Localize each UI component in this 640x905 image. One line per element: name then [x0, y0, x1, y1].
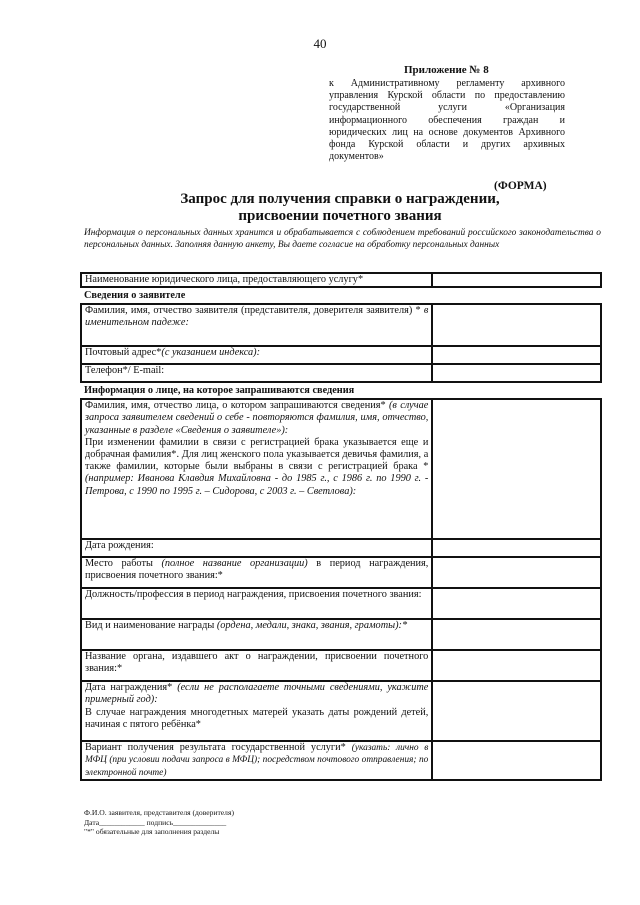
table-row [81, 650, 601, 681]
issuer-label: Название органа, издавшего акт о награждении, присвоении почетного звания:* [81, 650, 432, 681]
signature-footer [84, 808, 234, 837]
award-type-label: Вид и наименование награды (ордена, медали, знака, звания, грамоты):* [81, 619, 432, 650]
appendix-text: к Административному регламенту архивного управления Курской области по предоставлению государственной услуги «Организация информационного обеспечения граждан и юридических лиц на основе документов Архивного фонда Курской области и других архивных документов» [329, 78, 565, 163]
appendix-title: Приложение № 8 [404, 64, 489, 76]
postal-address-label: Почтовый адрес*(с указанием индекса): [81, 346, 432, 364]
phone-email-field[interactable] [432, 364, 601, 382]
award-type-field[interactable] [432, 619, 601, 650]
applicant-section-heading [81, 287, 601, 304]
position-field[interactable] [432, 588, 601, 619]
person-section-heading [81, 382, 601, 399]
applicant-name-label: Фамилия, имя, отчество заявителя (представителя, доверителя заявителя) * в именительном падеже: [81, 304, 432, 346]
workplace-field[interactable] [432, 557, 601, 588]
table-row [81, 588, 601, 619]
applicant-section-title: Сведения о заявителе [84, 290, 186, 302]
table-row [81, 364, 601, 382]
request-form-table [80, 272, 602, 781]
position-label: Должность/профессия в период награждения, присвоения почетного звания: [81, 588, 432, 619]
delivery-method-label: Вариант получения результата государственной услуги* (указать: лично в МФЦ (при условии подачи запроса в МФЦ); посредством почтового отправления; по электронной почте) [81, 741, 432, 780]
table-row [81, 273, 601, 287]
footer-date-signature-line: Дата____________ подпись______________ [84, 817, 227, 827]
page-number: 40 [313, 36, 327, 51]
person-name-label: Фамилия, имя, отчество лица, о котором запрашиваются сведения* (в случае запроса заявителем сведений о себе - повторяются фамилия, имя, отчество, указанные в разделе «Сведения о заявителе»): При изменении фамилии в связи с регистрацией брака указывается еще и добрачная фамилия*. Для лиц женского пола указывается девичья фамилия, а также фамилии, которые были выбраны в связи с регистрацией брака *(например: Иванова Клавдия Михайловна - до 1985 г., с 1986 г. по 1990 г. - Петрова, с 1990 по 1995 г. – Сидорова, с 2003 г. – Светлова): [81, 399, 432, 539]
form-title-line-1: Запрос для получения справки о награждении, [180, 191, 500, 207]
form-title [170, 191, 510, 225]
delivery-method-field[interactable] [432, 741, 601, 780]
legal-entity-field[interactable] [432, 273, 601, 287]
form-title-line-2: присвоении почетного звания [238, 208, 442, 224]
award-date-label: Дата награждения* (если не располагаете точными сведениями, укажите примерный год): В случае награждения многодетных матерей указать даты рождений детей, начиная с пятого ребёнка* [81, 681, 432, 741]
table-row [81, 681, 601, 741]
table-row [81, 304, 601, 346]
postal-address-field[interactable] [432, 346, 601, 364]
table-row [81, 346, 601, 364]
table-row [81, 539, 601, 557]
issuer-field[interactable] [432, 650, 601, 681]
birth-date-field[interactable] [432, 539, 601, 557]
footer-name-line: Ф.И.О. заявителя, представителя (доверителя) [84, 808, 234, 817]
person-section-title: Информация о лице, на которое запрашиваются сведения [84, 385, 355, 397]
birth-date-label: Дата рождения: [81, 539, 432, 557]
phone-email-label: Телефон*/ E-mail: [81, 364, 432, 382]
applicant-name-field[interactable] [432, 304, 601, 346]
form-label: (ФОРМА) [494, 180, 547, 192]
person-name-field[interactable] [432, 399, 601, 539]
footer-required-note: "*" обязательные для заполнения разделы [84, 827, 220, 837]
table-row [81, 741, 601, 780]
workplace-label: Место работы (полное название организации) в период награждения, присвоения почетного звания:* [81, 557, 432, 588]
award-date-field[interactable] [432, 681, 601, 741]
legal-entity-label: Наименование юридического лица, предоставляющего услугу* [81, 273, 432, 287]
table-row [81, 619, 601, 650]
table-row [81, 557, 601, 588]
table-row [81, 399, 601, 539]
privacy-note: Информация о персональных данных хранится и обрабатывается с соблюдением требований российского законодательства о персональных данных. Заполняя данную анкету, Вы даете согласие на обработку персональных данных [84, 228, 601, 250]
